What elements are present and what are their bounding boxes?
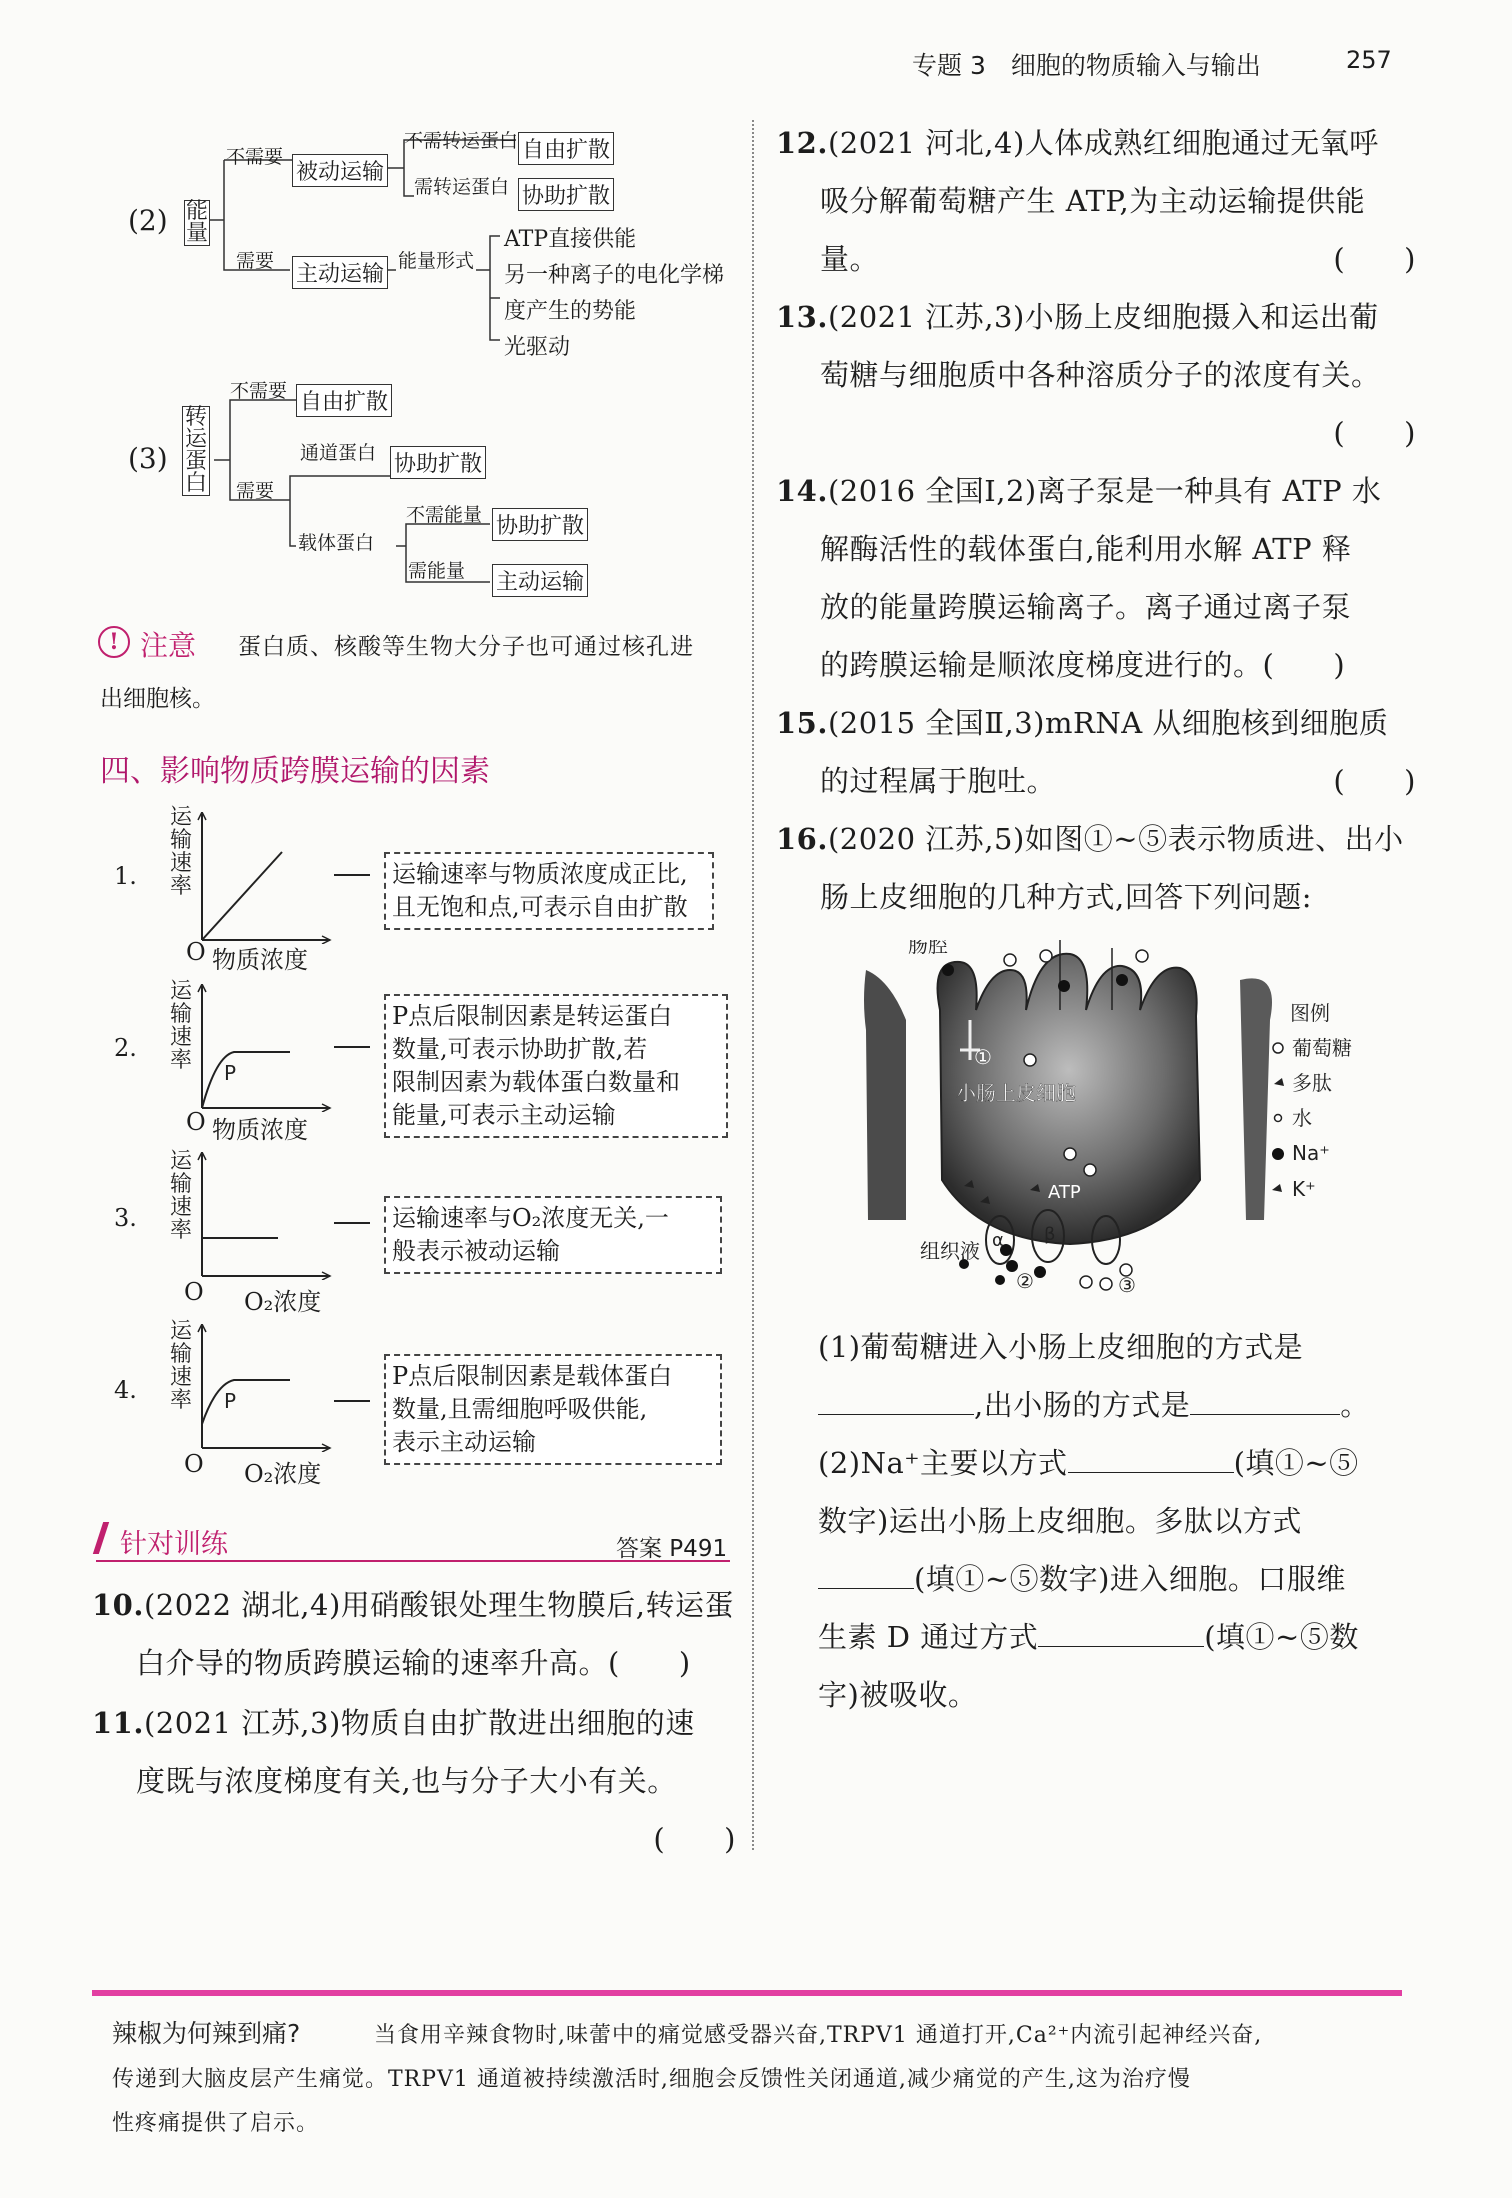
graph-4-note-line: 表示主动运输	[392, 1428, 536, 1456]
question-line: 的跨膜运输是顺浓度梯度进行的。( )	[820, 648, 1346, 682]
legend-water-marker	[1275, 1115, 1282, 1122]
legend-peptide: 多肽	[1292, 1071, 1332, 1095]
question-line: 解酶活性的载体蛋白,能利用水解 ATP 释	[820, 532, 1352, 566]
need-energy-label: 需要	[236, 250, 275, 272]
question-15	[776, 694, 1416, 810]
graph-2-origin: O	[186, 1108, 206, 1136]
arrow-1	[334, 874, 370, 876]
question-num: 11.	[92, 1706, 144, 1740]
energy-light: 光驱动	[504, 335, 571, 360]
question-12	[776, 114, 1416, 288]
graph-2-note	[384, 994, 728, 1138]
need-energy-label-2: 需能量	[408, 560, 466, 582]
question-line: (2)Na⁺主要以方式	[818, 1446, 1068, 1480]
answer-blank[interactable]	[818, 1588, 914, 1589]
graph-4-origin: O	[184, 1450, 204, 1478]
legend-na-marker	[1272, 1148, 1284, 1160]
graph-1-note-line: 运输速率与物质浓度成正比,	[392, 860, 688, 888]
note-title: 注意	[140, 629, 197, 662]
legend-glucose: 葡萄糖	[1292, 1036, 1352, 1060]
question-line: ,出小肠的方式是	[974, 1388, 1191, 1422]
graph-3-origin: O	[184, 1278, 204, 1306]
question-line: (填①~⑤	[1233, 1446, 1359, 1480]
graph-3-num: 3.	[114, 1204, 137, 1232]
legend-k: K⁺	[1292, 1177, 1316, 1201]
question-13	[776, 288, 1416, 462]
graph-2-note-line: 能量,可表示主动运输	[392, 1101, 616, 1129]
graph-1-num: 1.	[114, 862, 137, 890]
arrow-3	[334, 1222, 370, 1224]
question-line: (2021 河北,4)人体成熟红细胞通过无氧呼	[827, 126, 1379, 160]
warning-icon: !	[98, 626, 130, 658]
question-16-part-2	[818, 1434, 1418, 1724]
free-diffusion-2: 自由扩散	[296, 384, 392, 417]
label-num-1: ①	[974, 1045, 992, 1069]
graph-4-note	[384, 1354, 722, 1465]
graph-4-plot	[194, 1324, 334, 1452]
question-line: (2016 全国Ⅰ,2)离子泵是一种具有 ATP 水	[827, 474, 1382, 508]
answer-blank[interactable]	[818, 1414, 974, 1415]
graph-3-note-line: 般表示被动运输	[392, 1237, 560, 1265]
facilitated-diffusion-2: 协助扩散	[390, 446, 486, 479]
question-line: (2020 江苏,5)如图①~⑤表示物质进、出小	[827, 822, 1404, 856]
question-10	[92, 1576, 742, 1692]
no-protein-label-2: 不需要	[230, 380, 288, 402]
legend-water: 水	[1292, 1106, 1312, 1130]
legend-na: Na⁺	[1292, 1141, 1330, 1165]
graph-2-num: 2.	[114, 1034, 137, 1062]
label-atp: ATP	[1048, 1182, 1081, 1203]
need-protein-label-2: 需要	[236, 480, 275, 502]
question-line: 肠上皮细胞的几种方式,回答下列问题:	[820, 880, 1312, 914]
graph-1-plot	[194, 812, 334, 944]
footer-divider	[92, 1990, 1402, 1996]
legend-peptide-marker	[1274, 1078, 1284, 1086]
graph-1-line	[202, 852, 282, 940]
page-number: 257	[1346, 46, 1392, 74]
energy-gradient: 另一种离子的电化学梯	[504, 263, 725, 288]
graph-4-note-line: P点后限制因素是载体蛋白	[392, 1362, 673, 1390]
label-beta: β	[1044, 1224, 1056, 1245]
answer-ref: 答案 P491	[616, 1536, 728, 1562]
label-cell: 小肠上皮细胞	[956, 1081, 1076, 1105]
answer-paren: ( )	[1333, 416, 1416, 450]
question-line: 生素 D 通过方式	[818, 1620, 1039, 1654]
legend-title: 图例	[1290, 1001, 1330, 1025]
label-num-3: ③	[1118, 1273, 1136, 1297]
energy-atp: ATP直接供能	[504, 227, 637, 252]
section-title: 四、影响物质跨膜运输的因素	[100, 754, 490, 789]
question-line: (2022 湖北,4)用硝酸银处理生物膜后,转运蛋	[143, 1588, 734, 1622]
question-line: (2021 江苏,3)小肠上皮细胞摄入和运出葡	[827, 300, 1379, 334]
free-diffusion-1: 自由扩散	[518, 132, 614, 165]
answer-paren: ( )	[1333, 242, 1416, 276]
energy-gradient-2: 度产生的势能	[504, 299, 637, 324]
graph-3-plot	[194, 1152, 334, 1280]
tree-protein-num: (3)	[128, 442, 168, 475]
question-line: 。	[1340, 1388, 1370, 1422]
question-line: 萄糖与细胞质中各种溶质分子的浓度有关。	[820, 358, 1381, 392]
label-tissue: 组织液	[920, 1239, 980, 1263]
tree-energy-lines	[0, 0, 760, 380]
tree-protein-root: 转运蛋白	[182, 406, 210, 496]
neighbour-cell-left	[864, 970, 906, 1220]
question-line: 的过程属于胞吐。	[820, 764, 1057, 798]
graph-2-line	[202, 1052, 290, 1108]
graph-4-line	[202, 1380, 290, 1424]
graph-1-note	[384, 852, 714, 930]
no-protein-label: 不需转运蛋白	[404, 130, 519, 152]
graph-4-num: 4.	[114, 1376, 137, 1404]
footer-title: 辣椒为何辣到痛?	[112, 2019, 301, 2048]
legend-k-marker	[1272, 1184, 1282, 1192]
cell-figure-svg	[860, 940, 1380, 1300]
graph-4-xlabel: O₂浓度	[244, 1460, 322, 1488]
graph-2-note-line: P点后限制因素是转运蛋白	[392, 1002, 673, 1030]
graph-4-note-line: 数量,且需细胞呼吸供能,	[392, 1395, 648, 1423]
graph-3-ylabel: 运输速率	[169, 1149, 192, 1243]
question-num: 15.	[776, 706, 828, 740]
energy-form-label: 能量形式	[398, 250, 475, 272]
note-text: 蛋白质、核酸等生物大分子也可通过核孔进	[238, 634, 694, 660]
question-line: 度既与浓度梯度有关,也与分子大小有关。	[136, 1764, 677, 1798]
question-14	[776, 462, 1416, 694]
channel-protein: 通道蛋白	[300, 442, 377, 464]
question-num: 16.	[776, 822, 828, 856]
no-energy-label: 不需要	[226, 146, 284, 168]
footer-line-3: 性疼痛提供了启示。	[112, 2111, 320, 2136]
graph-3-xlabel: O₂浓度	[244, 1288, 322, 1316]
question-16-part-1	[818, 1318, 1418, 1434]
arrow-2	[334, 1046, 370, 1048]
question-line: (2015 全国Ⅱ,3)mRNA 从细胞核到细胞质	[827, 706, 1389, 740]
question-line: 量。	[820, 242, 880, 276]
graph-2-point: P	[224, 1061, 237, 1085]
tree-energy-num: (2)	[128, 204, 168, 237]
facilitated-diffusion-1: 协助扩散	[518, 178, 614, 211]
carrier-protein: 载体蛋白	[298, 532, 375, 554]
tree-energy-root: 能量	[185, 199, 208, 246]
graph-3-note-line: 运输速率与O₂浓度无关,一	[392, 1204, 669, 1232]
active-transport-2: 主动运输	[492, 564, 588, 597]
column-divider	[752, 120, 754, 1850]
footer-line-1: 当食用辛辣食物时,味蕾中的痛觉感受器兴奋,TRPV1 通道打开,Ca²⁺内流引起神经兴奋,	[374, 2023, 1263, 2048]
question-line: 字)被吸收。	[818, 1678, 978, 1712]
question-num: 10.	[92, 1588, 144, 1622]
graph-2-ylabel: 运输速率	[169, 979, 192, 1073]
need-protein-label: 需转运蛋白	[414, 176, 510, 198]
header-topic: 专题 3 细胞的物质输入与输出	[912, 51, 1261, 80]
question-line: 吸分解葡萄糖产生 ATP,为主动运输提供能	[820, 184, 1366, 218]
question-line: (2021 江苏,3)物质自由扩散进出细胞的速	[143, 1706, 695, 1740]
active-transport-1: 主动运输	[292, 256, 388, 289]
passive-transport: 被动运输	[292, 154, 388, 187]
label-lumen: 肠腔	[908, 940, 948, 957]
graph-4-point: P	[224, 1389, 237, 1413]
graph-2-note-line: 数量,可表示协助扩散,若	[392, 1035, 648, 1063]
question-16	[776, 810, 1416, 926]
note-text-2: 出细胞核。	[100, 686, 215, 712]
graph-1-origin: O	[186, 938, 206, 966]
question-line: 白介导的物质跨膜运输的速率升高。( )	[136, 1646, 691, 1680]
label-alpha: α	[992, 1230, 1004, 1251]
graph-1-note-line: 且无饱和点,可表示自由扩散	[392, 893, 688, 921]
neighbour-cell-right	[1240, 978, 1272, 1220]
answer-blank[interactable]	[1038, 1646, 1204, 1647]
arrow-4	[334, 1400, 370, 1402]
answer-blank[interactable]	[1190, 1414, 1340, 1415]
no-energy-label-2: 不需能量	[406, 504, 483, 526]
graph-4-ylabel: 运输速率	[169, 1319, 192, 1413]
question-line: (填①~⑤数字)进入细胞。口服维	[914, 1562, 1346, 1596]
graph-3-note	[384, 1196, 722, 1274]
practice-title: 针对训练	[120, 1529, 228, 1560]
footer-line-2: 传递到大脑皮层产生痛觉。TRPV1 通道被持续激活时,细胞会反馈性关闭通道,减少痛觉的产生,这为治疗慢	[112, 2067, 1191, 2092]
question-num: 13.	[776, 300, 828, 334]
question-11	[92, 1694, 742, 1868]
graph-2-plot	[194, 984, 334, 1112]
cell-figure	[860, 940, 1380, 1300]
question-line: (填①~⑤数	[1204, 1620, 1359, 1654]
graph-2-note-line: 限制因素为载体蛋白数量和	[392, 1068, 680, 1096]
graph-1-xlabel: 物质浓度	[212, 946, 308, 974]
facilitated-diffusion-3: 协助扩散	[492, 508, 588, 541]
question-line: 数字)运出小肠上皮细胞。多肽以方式	[818, 1504, 1302, 1538]
question-line: (1)葡萄糖进入小肠上皮细胞的方式是	[818, 1330, 1304, 1364]
graph-1-ylabel: 运输速率	[169, 805, 192, 899]
question-num: 12.	[776, 126, 828, 160]
graph-2-xlabel: 物质浓度	[212, 1116, 308, 1144]
legend-glucose-marker	[1273, 1043, 1283, 1053]
question-num: 14.	[776, 474, 828, 508]
label-num-2: ②	[1016, 1269, 1034, 1293]
answer-blank[interactable]	[1068, 1472, 1234, 1473]
answer-paren: ( )	[653, 1822, 736, 1856]
question-line: 放的能量跨膜运输离子。离子通过离子泵	[820, 590, 1352, 624]
answer-paren: ( )	[1333, 764, 1416, 798]
